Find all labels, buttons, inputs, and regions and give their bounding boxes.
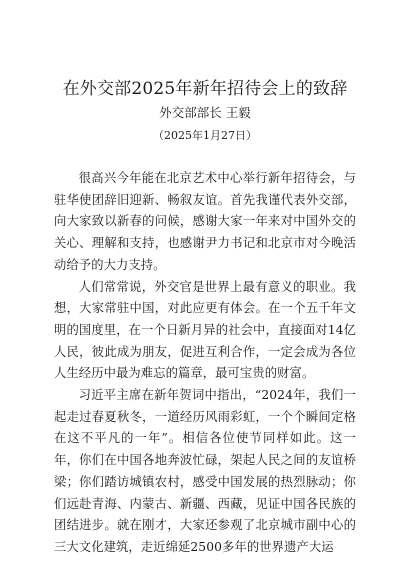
document-body [54,168,356,559]
paragraph: 很高兴今年能在北京艺术中心举行新年招待会，与驻华使团辞旧迎新、畅叙友谊。首先我谨代表外交部，向大家致以新春的问候，感谢大家一年来对中国外交的关心、理解和支持，也感谢尹力书记和北京市对今晚活动给予的大力支持。 [54,171,356,272]
document-title: 在外交部2025年新年招待会上的致辞 [62,79,348,99]
document-byline: 外交部部长 王毅 [159,105,251,120]
paragraph: 习近平主席在新年贺词中指出，“2024年，我们一起走过春夏秋冬，一道经历风雨彩虹，一个个瞬间定格在这不平凡的一年”。相信各位使节同样如此。这一年，你们在中国各地奔波忙碌，架起人民之间的友谊桥梁；你们踏访城镇农村，感受中国发展的热烈脉动；你们远赴青海、内蒙古、新疆、西藏，见证中国各民族的团结进步。就在刚才，大家还参观了北京城市副中心的三大文化建筑，走近绵延2500多年的世界遗产大运 [54,388,356,554]
document-date: （2025年1月27日） [153,129,257,142]
paragraph: 人们常常说，外交官是世界上最有意义的职业。我想，大家常驻中国，对此应更有体会。在一个五千年文明的国度里，在一个日新月异的社会中，直接面对14亿人民，彼此成为朋友，促进互利合作，一定会成为各位人生经历中最为难忘的篇章，最可宝贵的财富。 [54,279,356,381]
